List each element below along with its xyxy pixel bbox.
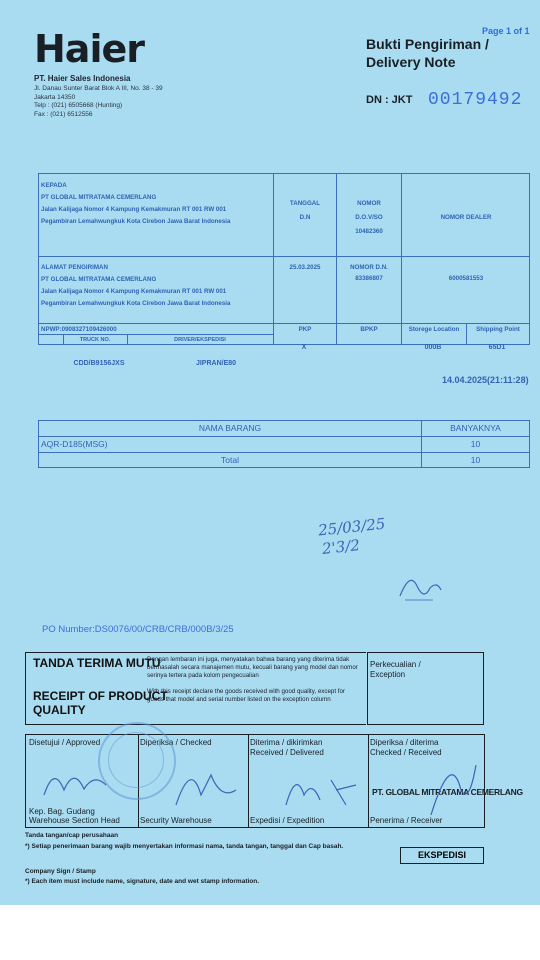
item-qty: 10 (470, 439, 481, 449)
alamat-label: ALAMAT PENGIRIMAN (41, 264, 108, 271)
company-stamp-text: PT. GLOBAL MITRATAMA CEMERLANG (372, 787, 523, 797)
footer-sign-id: Tanda tangan/cap perusahaan (25, 832, 119, 839)
alamat-name: PT GLOBAL MITRATAMA CEMERLANG (41, 276, 157, 283)
sig-expedition-role: Expedisi / Expedition (250, 816, 325, 825)
storage-location-label: Storege Location (408, 326, 460, 333)
total-qty: 10 (470, 455, 481, 465)
total-label: Total (221, 455, 239, 465)
sig-received-label-2: Received / Delivered (250, 748, 324, 757)
signature-block (25, 734, 523, 828)
sig-receiver-label-2: Checked / Received (370, 748, 442, 757)
col-banyaknya: BANYAKNYA (450, 423, 501, 433)
pkp-value: X (301, 344, 307, 351)
kepada-name: PT GLOBAL MITRATAMA CEMERLANG (41, 194, 157, 201)
receipt-title-id: TANDA TERIMA MUTU (33, 656, 161, 670)
dn-number: 00179492 (428, 90, 523, 110)
address-line: Jakarta 14350 (34, 93, 76, 101)
nomor-label: NOMOR (357, 200, 381, 207)
haier-logo: Haier (34, 27, 144, 71)
document-title (366, 35, 489, 71)
sig-received-label-1: Diterima / dikirimkan (250, 738, 323, 747)
company-name: PT. Haier Sales Indonesia (34, 74, 131, 83)
kepada-label: KEPADA (41, 182, 67, 189)
tanggal-label: TANGGAL (289, 200, 321, 207)
nomor-dn-label: NOMOR D.N. (350, 264, 388, 271)
expedition-signature (276, 760, 366, 815)
handwritten-note: 2'3/2 (321, 536, 361, 558)
receipt-title-en-1: RECEIPT OF PRODUCT (33, 689, 168, 703)
dn-label: DN : JKT (366, 94, 413, 106)
exception-label: Perkecualian / Exception (370, 660, 421, 679)
alamat-address-2: Pegambiran Lemahwungkuk Kota Cirebon Jawa Barat Indonesia (41, 300, 231, 307)
dn-date: 25.03.2025 (289, 264, 321, 271)
kepada-address-2: Pegambiran Lemahwungkuk Kota Cirebon Jawa Barat Indonesia (41, 218, 231, 225)
footer-note-en: *) Each item must include name, signature, date and wet stamp information. (25, 878, 260, 885)
kepada-address-1: Jalan Kalijaga Nomor 4 Kampung Kemakmuran RT 001 RW 001 (41, 206, 227, 213)
sig-receiver-label-1: Diperiksa / diterima (370, 738, 439, 747)
address-line: Jl. Danau Sunter Barat Blok A III, No. 38 - 39 (34, 85, 163, 92)
items-table (38, 420, 530, 468)
col-nama-barang: NAMA BARANG (198, 423, 262, 433)
storage-location-value: 000B (424, 344, 442, 351)
security-signature (166, 755, 246, 815)
tanggal-sub: D.N (299, 214, 311, 221)
title-line-2: Delivery Note (366, 54, 456, 70)
fax-line: Fax : (021) 6512556 (34, 110, 93, 118)
sig-approved-role-2: Warehouse Section Head (29, 816, 120, 825)
nomor-do-so-value: 10482360 (355, 228, 383, 235)
recipient-info-table (38, 173, 530, 345)
phone-line: Telp : (021) 6505668 (Hunting) (34, 102, 123, 109)
driver-label: DRIVER/EKSPEDISI (174, 337, 226, 343)
item-name: AQR-D185(MSG) (41, 439, 108, 449)
warehouse-stamp-inner (108, 732, 164, 788)
driver-value: JIPRAN/E80 (195, 360, 237, 367)
nomor-do-so: D.O.V/SO (355, 214, 383, 221)
bpkp-label: BPKP (360, 326, 378, 333)
title-line-1: Bukti Pengiriman / (366, 36, 489, 52)
sig-security-role: Security Warehouse (140, 816, 212, 825)
receipt-text-en: With this receipt declare the goods received with good quality, except for goods that model and serial number listed on the exception column (147, 688, 345, 703)
handwritten-signature (395, 566, 445, 606)
nomor-dealer-label: NOMOR DEALER (440, 214, 492, 221)
sig-approved-label: Disetujui / Approved (29, 738, 101, 747)
shipping-point-label: Shipping Point (476, 326, 520, 333)
pkp-label: PKP (298, 326, 312, 333)
sig-checked-label: Diperiksa / Checked (140, 738, 212, 747)
alamat-address-1: Jalan Kalijaga Nomor 4 Kampung Kemakmuran RT 001 RW 001 (41, 288, 227, 295)
receipt-text-id: Dengan lembaran ini juga, menyatakan bahwa barang yang diterima tidak bermasalah secara manajemen mutu, kecuali barang yang model dan nomor serinya tertera pada kolom pengecualian (147, 656, 358, 679)
shipping-point-value: 65D1 (488, 344, 506, 351)
sig-receiver-role: Penerima / Receiver (370, 816, 443, 825)
handwritten-date: 25/03/25 (317, 514, 387, 540)
truck-no-label: TRUCK NO. (79, 337, 111, 343)
ekspedisi-copy-label: EKSPEDISI (400, 847, 484, 864)
footer-note-id: *) Setiap penerimaan barang wajib menyertakan informasi nama, tanda tangan, tanggal dan Cap basah. (25, 843, 344, 850)
footer-sign-en: Company Sign / Stamp (25, 868, 96, 875)
po-number: PO Number:DS0076/00/CRB/CRB/000B/3/25 (42, 624, 234, 635)
receipt-title-en-2: QUALITY (33, 703, 86, 717)
company-address (34, 85, 234, 119)
receiver-signature (421, 745, 481, 825)
truck-no-value: CDD/B9156JXS (73, 360, 125, 367)
receipt-block (25, 652, 485, 725)
sig-approved-role-1: Kep. Bag. Gudang (29, 807, 95, 816)
nomor-dn-value: 83386807 (355, 275, 383, 282)
dealer-number: 6000581553 (448, 275, 484, 282)
page-indicator: Page 1 of 1 (482, 26, 530, 36)
npwp: NPWP:0908327109426000 (41, 326, 117, 333)
print-datetime: 14.04.2025(21:11:28) (442, 375, 529, 385)
